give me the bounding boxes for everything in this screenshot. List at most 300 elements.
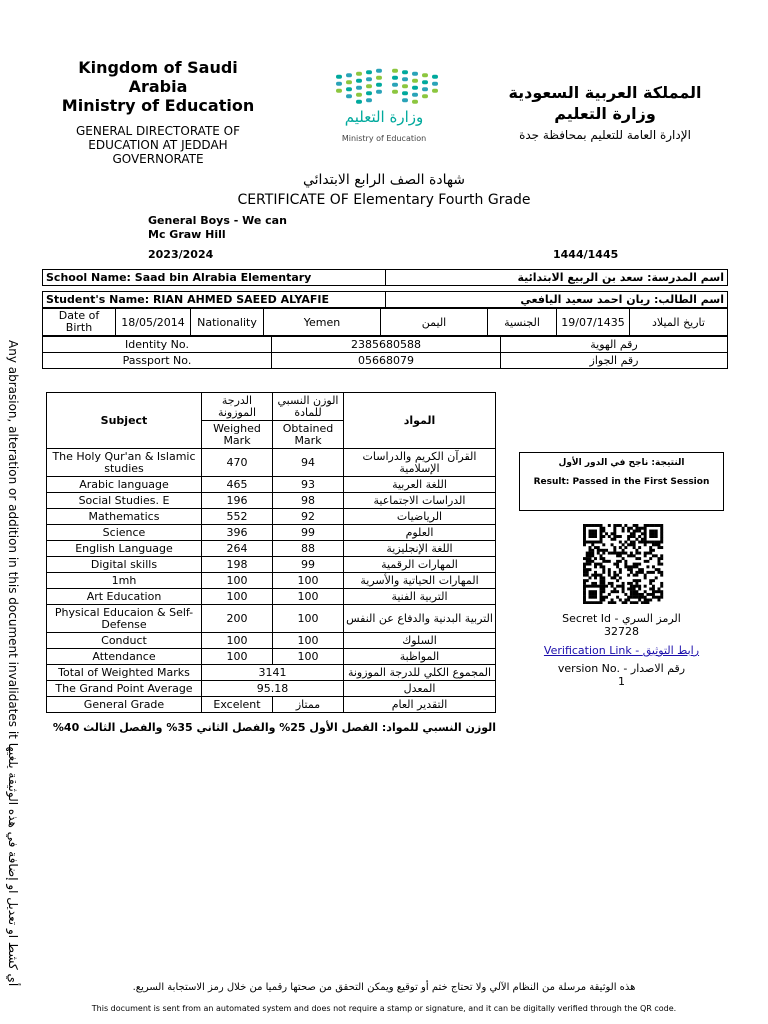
qr-module xyxy=(657,598,660,601)
qr-module xyxy=(630,596,633,599)
qr-module xyxy=(613,587,616,590)
qr-module xyxy=(655,530,658,533)
qr-module xyxy=(591,535,594,538)
qr-module xyxy=(608,574,611,577)
qr-module xyxy=(608,593,611,596)
dob-label: Date of Birth xyxy=(43,309,116,336)
qr-module xyxy=(600,593,603,596)
qr-module xyxy=(616,554,619,557)
qr-module xyxy=(649,552,652,555)
qr-module xyxy=(619,554,622,557)
qr-module xyxy=(655,532,658,535)
qr-module xyxy=(591,543,594,546)
track-line-1: General Boys - We can xyxy=(148,214,287,227)
qr-module xyxy=(657,568,660,571)
qr-module xyxy=(644,543,647,546)
qr-module xyxy=(657,571,660,574)
qr-module xyxy=(613,527,616,530)
qr-module xyxy=(627,527,630,530)
qr-module xyxy=(633,590,636,593)
qr-module xyxy=(649,541,652,544)
qr-module xyxy=(608,571,611,574)
subject-en: Physical Educaion & Self-Defense xyxy=(47,605,202,633)
subject-en: English Language xyxy=(47,541,202,557)
qr-module xyxy=(660,546,663,549)
qr-module xyxy=(644,527,647,530)
qr-module xyxy=(633,565,636,568)
qr-module xyxy=(600,532,603,535)
qr-module xyxy=(605,585,608,588)
qr-module xyxy=(583,571,586,574)
qr-module xyxy=(583,587,586,590)
qr-module xyxy=(602,587,605,590)
qr-module xyxy=(611,585,614,588)
header-arabic-title xyxy=(480,82,730,124)
qr-module xyxy=(633,574,636,577)
qr-module xyxy=(635,530,638,533)
qr-module xyxy=(583,596,586,599)
qr-module xyxy=(644,601,647,604)
qr-module xyxy=(646,524,649,527)
qr-module xyxy=(627,543,630,546)
qr-module xyxy=(660,582,663,585)
general-grade-ar-value: ممتاز xyxy=(273,697,344,713)
logo-dot xyxy=(376,83,382,87)
secret-id-value: 32728 xyxy=(604,625,639,638)
qr-module xyxy=(583,557,586,560)
qr-module xyxy=(624,546,627,549)
subject-en: Mathematics xyxy=(47,509,202,525)
qr-module xyxy=(583,565,586,568)
qr-module xyxy=(646,552,649,555)
qr-module xyxy=(624,565,627,568)
qr-module xyxy=(624,598,627,601)
qr-module xyxy=(660,535,663,538)
qr-module xyxy=(644,524,647,527)
logo-dot xyxy=(346,73,352,77)
logo-dot xyxy=(356,93,362,97)
qr-module xyxy=(591,574,594,577)
logo-dot xyxy=(366,91,372,95)
track-info xyxy=(148,214,287,242)
qr-module xyxy=(644,530,647,533)
qr-module xyxy=(608,535,611,538)
qr-module xyxy=(602,571,605,574)
qr-module xyxy=(655,554,658,557)
qr-module xyxy=(652,579,655,582)
qr-module xyxy=(657,524,660,527)
header-subject-ar: المواد xyxy=(344,393,496,449)
qr-module xyxy=(657,590,660,593)
qr-module xyxy=(646,601,649,604)
qr-module xyxy=(594,532,597,535)
qr-module xyxy=(627,538,630,541)
subject-ar: المهارات الرقمية xyxy=(344,557,496,573)
qr-module xyxy=(613,546,616,549)
qr-module xyxy=(583,543,586,546)
subject-en: The Holy Qur'an & Islamic studies xyxy=(47,449,202,477)
qr-module xyxy=(586,574,589,577)
qr-module xyxy=(638,546,641,549)
logo-dot xyxy=(366,77,372,81)
qr-module xyxy=(633,579,636,582)
qr-module xyxy=(589,554,592,557)
nationality-label-ar: الجنسية xyxy=(488,309,557,336)
qr-module xyxy=(583,579,586,582)
qr-module xyxy=(624,541,627,544)
qr-module xyxy=(600,541,603,544)
qr-module xyxy=(624,593,627,596)
qr-module xyxy=(622,601,625,604)
header-english-title xyxy=(40,58,276,115)
qr-module xyxy=(660,596,663,599)
qr-module xyxy=(649,524,652,527)
qr-module xyxy=(594,596,597,599)
dob-label-ar: تاريخ الميلاد xyxy=(630,309,728,336)
subject-ar: المهارات الحياتية والأسرية xyxy=(344,573,496,589)
footer-english: This document is sent from an automated system and does not require a stamp or signature, and it can be digitally verified through the QR code. xyxy=(91,1004,677,1013)
qr-module xyxy=(605,596,608,599)
logo-dot xyxy=(412,86,418,90)
weighed-mark: 100 xyxy=(202,633,273,649)
qr-module xyxy=(652,590,655,593)
qr-module xyxy=(611,532,614,535)
qr-module xyxy=(635,524,638,527)
qr-module xyxy=(644,538,647,541)
qr-module xyxy=(641,601,644,604)
verification-link[interactable]: Verification Link - رابط التوثيق xyxy=(543,644,700,657)
qr-module xyxy=(613,538,616,541)
qr-module xyxy=(638,530,641,533)
qr-module xyxy=(646,541,649,544)
qr-module xyxy=(594,582,597,585)
qr-module xyxy=(657,543,660,546)
qr-module xyxy=(591,532,594,535)
qr-module xyxy=(600,590,603,593)
qr-module xyxy=(627,554,630,557)
qr-module xyxy=(657,560,660,563)
grades-table xyxy=(46,392,496,713)
qr-module xyxy=(644,554,647,557)
subject-ar: اللغة العربية xyxy=(344,477,496,493)
qr-module xyxy=(613,563,616,566)
obtained-mark: 94 xyxy=(273,449,344,477)
qr-module xyxy=(611,552,614,555)
qr-module xyxy=(594,574,597,577)
total-label: Total of Weighted Marks xyxy=(47,665,202,681)
gpa-value: 95.18 xyxy=(202,681,344,697)
qr-module xyxy=(641,541,644,544)
qr-module xyxy=(641,568,644,571)
qr-module xyxy=(644,535,647,538)
result-english: Result: Passed in the First Session xyxy=(533,477,710,487)
school-name-ar: اسم المدرسة: سعد بن الربيع الابتدائية xyxy=(386,270,728,286)
qr-module xyxy=(608,601,611,604)
weighed-mark: 100 xyxy=(202,649,273,665)
grade-rows xyxy=(47,449,496,665)
subject-ar: الرياضيات xyxy=(344,509,496,525)
qr-module xyxy=(655,535,658,538)
qr-module xyxy=(597,524,600,527)
qr-module xyxy=(583,598,586,601)
qr-module xyxy=(613,532,616,535)
qr-module xyxy=(600,587,603,590)
qr-module xyxy=(660,563,663,566)
qr-module xyxy=(641,596,644,599)
qr-module xyxy=(630,554,633,557)
qr-module xyxy=(613,530,616,533)
version-value: 1 xyxy=(618,675,625,688)
qr-module xyxy=(586,601,589,604)
qr-module xyxy=(583,563,586,566)
qr-module xyxy=(616,565,619,568)
qr-module xyxy=(622,585,625,588)
qr-module xyxy=(657,587,660,590)
qr-module xyxy=(583,590,586,593)
qr-module xyxy=(635,593,638,596)
grade-row xyxy=(47,477,496,493)
qr-module xyxy=(591,585,594,588)
obtained-mark: 100 xyxy=(273,573,344,589)
logo-dot xyxy=(392,83,398,87)
footer-arabic: هذه الوثيقة مرسلة من النظام الآلي ولا تحتاج ختم أو توقيع ويمكن التحقق من صحتها رقميا من خلال رمز الاستجابة السريع. xyxy=(132,982,636,993)
weighed-mark: 552 xyxy=(202,509,273,525)
qr-module xyxy=(600,557,603,560)
gpa-label: The Grand Point Average xyxy=(47,681,202,697)
school-name-en: School Name: Saad bin Alrabia Elementary xyxy=(43,270,386,286)
logo-dot xyxy=(346,87,352,91)
qr-module xyxy=(600,585,603,588)
qr-module xyxy=(600,554,603,557)
qr-module xyxy=(649,535,652,538)
header-line-2: Arabia xyxy=(128,77,188,96)
logo-dot xyxy=(366,84,372,88)
general-grade-label: General Grade xyxy=(47,697,202,713)
qr-module xyxy=(630,571,633,574)
qr-module xyxy=(586,563,589,566)
qr-module xyxy=(630,532,633,535)
qr-module xyxy=(633,587,636,590)
qr-module xyxy=(608,568,611,571)
qr-module xyxy=(589,541,592,544)
qr-module xyxy=(652,524,655,527)
qr-module xyxy=(622,527,625,530)
qr-module xyxy=(591,596,594,599)
qr-module xyxy=(602,552,605,555)
student-name-table xyxy=(42,291,728,308)
total-value: 3141 xyxy=(202,665,344,681)
qr-module xyxy=(589,563,592,566)
qr-module xyxy=(597,549,600,552)
qr-module xyxy=(644,598,647,601)
qr-module xyxy=(583,541,586,544)
qr-module xyxy=(619,552,622,555)
qr-module xyxy=(597,585,600,588)
qr-module xyxy=(657,541,660,544)
qr-module xyxy=(622,582,625,585)
qr-module xyxy=(622,590,625,593)
logo-dot xyxy=(346,94,352,98)
school-name-table xyxy=(42,269,728,286)
logo-dot xyxy=(432,82,438,86)
header-arabic-subtitle: الإدارة العامة للتعليم بمحافظة جدة xyxy=(519,128,691,142)
subject-en: 1mh xyxy=(47,573,202,589)
qr-module xyxy=(649,546,652,549)
qr-module xyxy=(589,524,592,527)
logo-dot xyxy=(402,84,408,88)
qr-module xyxy=(586,568,589,571)
qr-module xyxy=(644,574,647,577)
header-obtained-mark: Obtained Mark xyxy=(273,421,344,449)
qr-module xyxy=(627,568,630,571)
subject-en: Conduct xyxy=(47,633,202,649)
qr-module xyxy=(633,601,636,604)
qr-module xyxy=(638,552,641,555)
qr-module xyxy=(613,574,616,577)
logo-dot xyxy=(422,73,428,77)
qr-module xyxy=(619,568,622,571)
qr-module xyxy=(600,563,603,566)
qr-module xyxy=(602,543,605,546)
qr-module xyxy=(638,535,641,538)
qr-module xyxy=(602,527,605,530)
qr-module xyxy=(633,546,636,549)
qr-module xyxy=(600,576,603,579)
qr-code[interactable] xyxy=(580,524,666,604)
qr-module xyxy=(633,532,636,535)
weighed-mark: 100 xyxy=(202,589,273,605)
student-name-ar: اسم الطالب: ريان احمد سعيد اليافعي xyxy=(386,292,728,308)
qr-module xyxy=(630,568,633,571)
qr-module xyxy=(613,590,616,593)
qr-module xyxy=(655,541,658,544)
qr-module xyxy=(611,601,614,604)
qr-module xyxy=(591,554,594,557)
logo-dot xyxy=(336,75,342,79)
qr-module xyxy=(646,598,649,601)
qr-module xyxy=(644,596,647,599)
grade-row xyxy=(47,589,496,605)
qr-module xyxy=(660,574,663,577)
qr-module xyxy=(594,565,597,568)
qr-module xyxy=(630,585,633,588)
logo-dot xyxy=(366,70,372,74)
qr-module xyxy=(660,527,663,530)
qr-module xyxy=(591,601,594,604)
qr-module xyxy=(602,596,605,599)
qr-module xyxy=(602,590,605,593)
result-box xyxy=(519,452,724,511)
qr-module xyxy=(602,565,605,568)
logo-dot xyxy=(356,100,362,104)
qr-module xyxy=(613,535,616,538)
qr-module xyxy=(649,579,652,582)
logo-dot xyxy=(392,69,398,73)
qr-module xyxy=(652,585,655,588)
qr-module xyxy=(660,541,663,544)
tamper-warning xyxy=(6,340,30,987)
qr-module xyxy=(586,571,589,574)
qr-module xyxy=(660,593,663,596)
qr-module xyxy=(611,590,614,593)
qr-module xyxy=(583,538,586,541)
qr-module xyxy=(600,527,603,530)
qr-module xyxy=(638,579,641,582)
nationality-label: Nationality xyxy=(191,309,264,336)
qr-module xyxy=(635,574,638,577)
grade-row xyxy=(47,449,496,477)
qr-module xyxy=(660,538,663,541)
qr-module xyxy=(591,524,594,527)
qr-module xyxy=(630,565,633,568)
subject-ar: التربية الفنية xyxy=(344,589,496,605)
qr-module xyxy=(638,593,641,596)
qr-module xyxy=(633,541,636,544)
subject-ar: الدراسات الاجتماعية xyxy=(344,493,496,509)
qr-module xyxy=(638,541,641,544)
secret-id-label: Secret Id - الرمز السري xyxy=(562,612,681,625)
qr-module xyxy=(638,527,641,530)
logo-dot xyxy=(432,89,438,93)
logo-dot xyxy=(336,82,342,86)
nationality-value: Yemen xyxy=(264,309,381,336)
qr-module xyxy=(622,530,625,533)
qr-module xyxy=(597,541,600,544)
qr-module xyxy=(644,590,647,593)
qr-module xyxy=(649,530,652,533)
qr-module xyxy=(616,574,619,577)
qr-module xyxy=(627,535,630,538)
birth-nationality-table xyxy=(42,308,728,336)
qr-module xyxy=(586,585,589,588)
qr-module xyxy=(652,593,655,596)
qr-module xyxy=(616,585,619,588)
qr-module xyxy=(635,563,638,566)
logo-dot xyxy=(346,80,352,84)
certificate-title-english: CERTIFICATE OF Elementary Fourth Grade xyxy=(237,192,531,208)
qr-module xyxy=(602,585,605,588)
qr-module xyxy=(644,576,647,579)
qr-module xyxy=(583,527,586,530)
qr-module xyxy=(591,593,594,596)
qr-module xyxy=(619,541,622,544)
grade-row xyxy=(47,649,496,665)
qr-module xyxy=(624,601,627,604)
passport-label: Passport No. xyxy=(43,353,272,369)
qr-module xyxy=(619,598,622,601)
qr-module xyxy=(600,574,603,577)
qr-module xyxy=(600,596,603,599)
qr-module xyxy=(608,524,611,527)
identity-value: 2385680588 xyxy=(272,337,501,353)
subject-en: Social Studies. E xyxy=(47,493,202,509)
subject-ar: العلوم xyxy=(344,525,496,541)
qr-module xyxy=(635,579,638,582)
qr-module xyxy=(602,530,605,533)
qr-module xyxy=(635,601,638,604)
obtained-mark: 100 xyxy=(273,605,344,633)
qr-module xyxy=(655,590,658,593)
subject-en: Arabic language xyxy=(47,477,202,493)
qr-module xyxy=(608,552,611,555)
qr-module xyxy=(594,585,597,588)
obtained-mark: 99 xyxy=(273,525,344,541)
qr-module xyxy=(622,549,625,552)
qr-module xyxy=(583,524,586,527)
qr-module xyxy=(660,557,663,560)
qr-module xyxy=(649,571,652,574)
qr-module xyxy=(594,557,597,560)
